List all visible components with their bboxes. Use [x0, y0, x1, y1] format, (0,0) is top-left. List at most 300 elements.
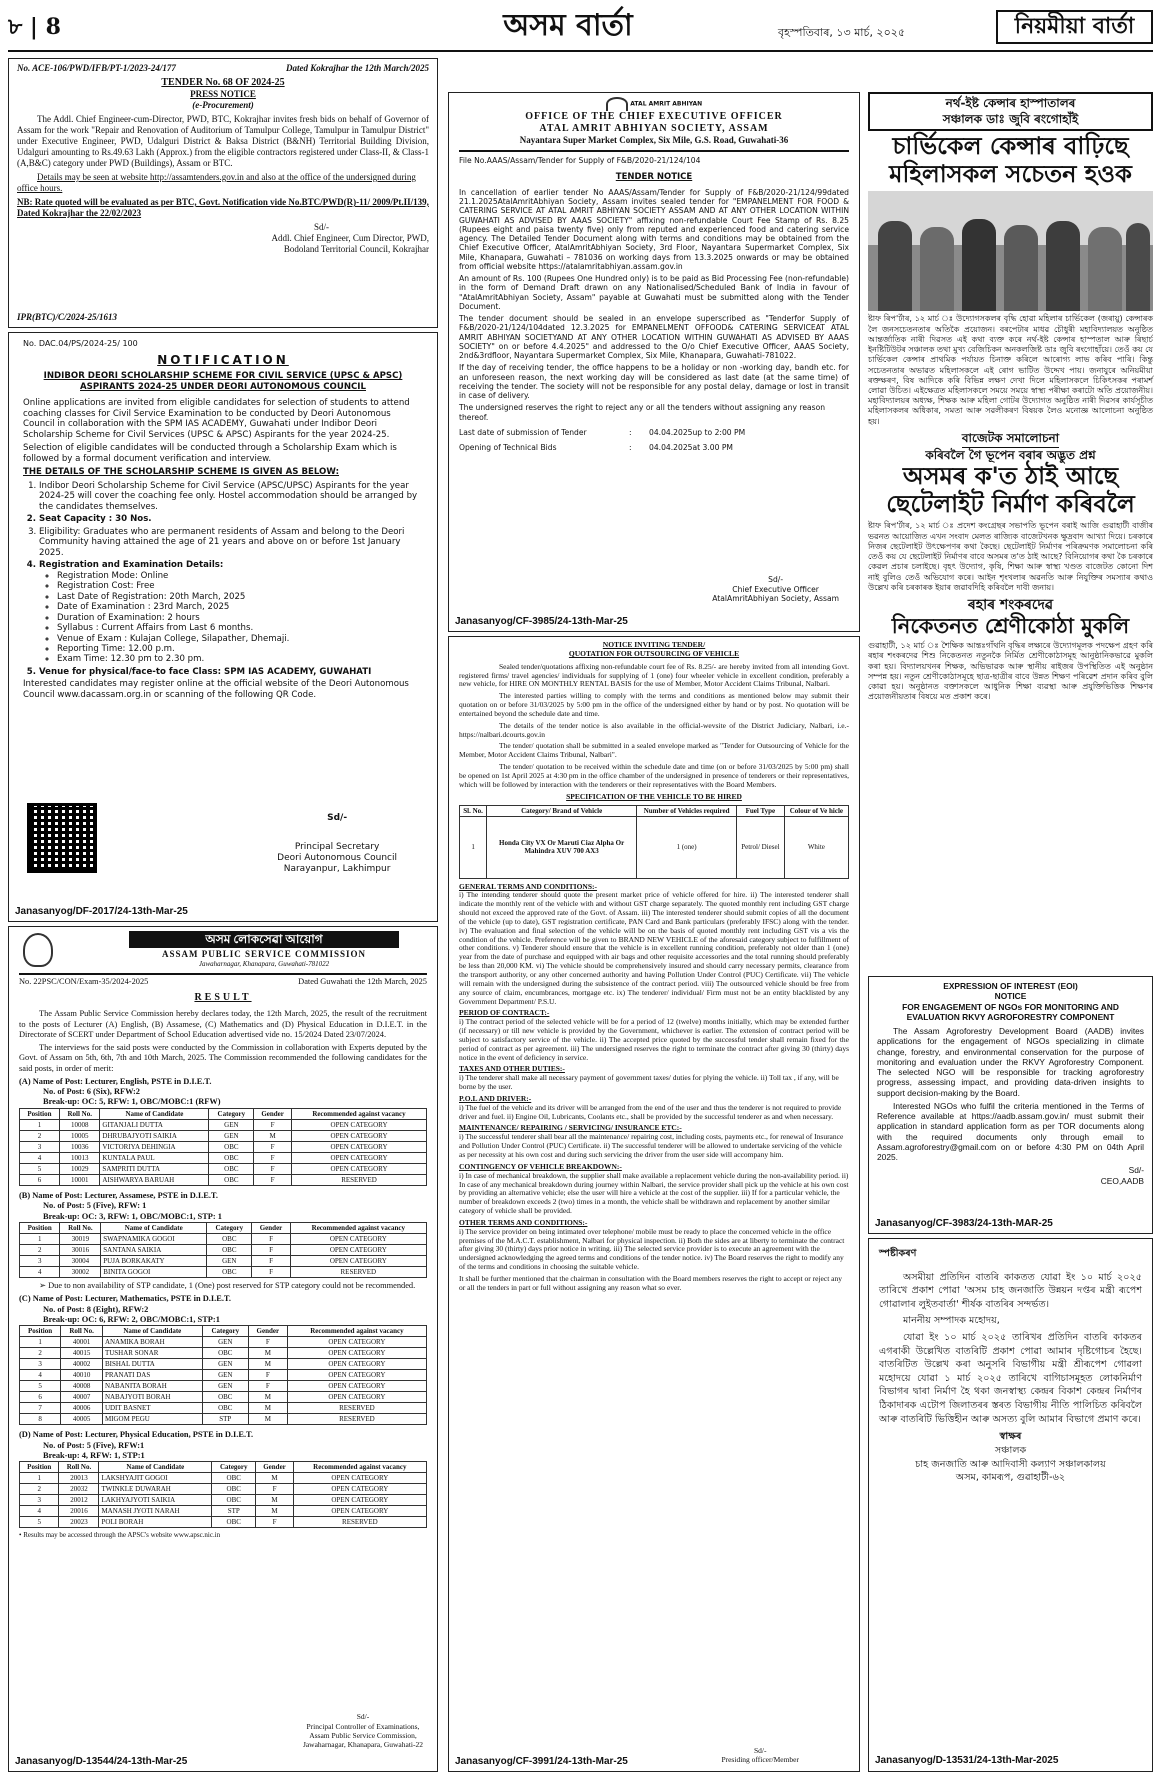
- apsc-header: [19, 931, 427, 971]
- table-cell: OBC: [207, 1233, 252, 1244]
- aaas-title: TENDER NOTICE: [615, 171, 693, 182]
- table-cell: 40002: [61, 1359, 103, 1370]
- table-cell: M: [248, 1348, 287, 1359]
- deori-p3: Interested candidates may register online at the official website of the Deori Autonomous Council www.dacassam.org.in or scanning of the following QR Code.: [23, 679, 409, 700]
- aaas-d1-value: 04.04.2025up to 2:00 PM: [649, 427, 746, 437]
- table-row: [20, 1130, 427, 1141]
- table-cell: OPEN CATEGORY: [287, 1381, 426, 1392]
- aaas-d2-label: Opening of Technical Bids: [459, 443, 557, 453]
- clar-sign2: সঞ্চালক: [994, 1444, 1027, 1456]
- table-row: [20, 1370, 427, 1381]
- apsc-signature: [303, 1712, 423, 1749]
- vehicle-p2: The interested parties willing to comply with the terms and conditions as mentioned below may submit their quotation on or before 31/03/2025 by 5:00 pm in the office of the undersigned either by hand or by post. No quotation will be entertained beyond the schedule date and time.: [459, 691, 849, 718]
- sec-a-posts: No. of Post: 6 (Six), RFW:2: [43, 1087, 140, 1097]
- table-cell: 30019: [60, 1233, 101, 1244]
- vehicle-cont-head: CONTINGENCY OF VEHICLE BREAKDOWN:-: [459, 1161, 622, 1171]
- vehicle-cont: i) In case of mechanical breakdown, the supplier shall make available a replacement vehicle during the non-availability period. ii) In case of any mechanical breakdown during journey within Nalbari, the service provider shall pick up the vehicle at his own cost by providing an alternative vehicle; else the user will hire a vehicle at the cost of the supplier. iii) If for a particular vehicle, the number of breakdown exceeds 2 (two) times in a month, the vehicle shall be withdrawn and replacement by another similar category of vehicle shall be provided.: [459, 1170, 849, 1216]
- page-number: ৮ | 8: [8, 14, 61, 40]
- vehicle-fuel-head: P.O.L AND DRIVER:-: [459, 1093, 532, 1103]
- table-cell: M: [256, 1473, 293, 1484]
- table-cell: F: [252, 1244, 290, 1255]
- tender-sign1: Addl. Chief Engineer, Cum Director, PWD,: [271, 232, 429, 243]
- clar-sign3: চাহ জনজাতি আৰু আদিবাসী কল্যাণ সঞ্চালকালয়: [915, 1458, 1106, 1470]
- aaas-p4: If the day of receiving tender, the office happens to be a holiday or non -working day, bandh etc. for an unforeseen reason, the next working day will be considered as last date (at the same time) of receiving the tender. The society will not be responsible for any postal delay, damage or lost in transit in case of delivery.: [459, 363, 849, 401]
- vehicle-sign: Presiding officer/Member: [721, 1755, 799, 1765]
- deori-sublist: [57, 571, 423, 665]
- aaas-h3: Nayantara Super Market Complex, Six Mile, G.S. Road, Guwahati-36: [519, 135, 789, 146]
- deori-subitem: ◦ Date of Examination : 23rd March, 2025: [57, 602, 423, 612]
- table-header: Gender: [252, 1222, 290, 1233]
- table-cell: F: [254, 1163, 292, 1174]
- table-cell: OPEN CATEGORY: [287, 1359, 426, 1370]
- table-cell: OPEN CATEGORY: [292, 1141, 427, 1152]
- deori-subitem: ◦ Duration of Examination: 2 hours: [57, 613, 423, 623]
- table-row: [20, 1255, 427, 1266]
- aaas-tender-notice: [448, 92, 860, 632]
- deori-sign3: Narayanpur, Lakhimpur: [283, 863, 391, 874]
- tender-details: Details may be seen at website http://assamtenders.gov.in and also at the office of the undersigned during office hours.: [17, 171, 416, 193]
- table-cell: F: [248, 1381, 287, 1392]
- table-cell: M: [254, 1130, 292, 1141]
- table-cell: 40001: [61, 1337, 103, 1348]
- apsc-sd: Sd/-: [356, 1712, 370, 1722]
- table-cell: 6: [20, 1174, 60, 1185]
- tender-ref: No. ACE-106/PWD/IFB/PT-1/2023-24/177: [17, 63, 176, 73]
- table-cell: LAKSHYAJIT GOGOI: [99, 1473, 212, 1484]
- table-header: Recommended against vacancy: [290, 1222, 426, 1233]
- table-cell: RESERVED: [293, 1517, 426, 1528]
- clar-p1: অসমীয়া প্ৰতিদিন বাতৰি কাকতত যোৱা ইং ১০ মাৰ্চ ২০২৫ তাৰিখে প্ৰকাশ পোৱা 'অসম চাহ জনজাতি উন্নয়ন দপ্তৰ মন্ত্ৰী ৰূপেশ গোৱালাৰ লুইতবাৰ্তা' শীৰ্ষক বাতৰিৰ সন্দৰ্ভত।: [879, 1271, 1142, 1310]
- sec-b-break: Break-up: OC: 3, RFW: 1, OBC/MOBC:1, STP: 1: [43, 1211, 222, 1221]
- deori-item: 1. Indibor Deori Scholarship Scheme for Civil Service (APSC/UPSC) Aspirants for the year 2024-25 will cover the coaching fee only. Hostel accommodation should be arranged by the candidates themselves.: [39, 481, 423, 512]
- vehicle-period-head: PERIOD OF CONTRACT:-: [459, 1008, 550, 1018]
- apsc-result: [8, 926, 438, 1772]
- vehicle-spec-table: [459, 805, 849, 879]
- apsc-note2-text: Results may be accessed through the APSC's website www.apsc.nic.in: [23, 1531, 221, 1540]
- table-header: Category/ Brand of Vehicle: [487, 805, 637, 816]
- table-cell: AISHWARYA BARUAH: [100, 1174, 209, 1185]
- table-cell: Petrol/ Diesel: [737, 816, 785, 878]
- table-cell: F: [248, 1337, 287, 1348]
- clar-sign1: স্বাক্ষৰ: [999, 1431, 1022, 1443]
- news2-kicker2: কৰিবলৈ গৈ ভূপেন বৰাৰ অদ্ভুত প্ৰশ্ন: [925, 447, 1096, 462]
- table-row: [20, 1163, 427, 1174]
- deori-sub2: ASPIRANTS 2024-25 UNDER DEORI AUTONOMOUS COUNCIL: [80, 381, 366, 392]
- vehicle-gen-head: GENERAL TERMS AND CONDITIONS:-: [459, 881, 598, 891]
- deori-footer: Janasanyog/DF-2017/24-13th-Mar-25: [15, 905, 188, 917]
- table-cell: OPEN CATEGORY: [290, 1255, 426, 1266]
- table-row: [20, 1381, 427, 1392]
- table-cell: 10029: [59, 1163, 99, 1174]
- table-cell: 1: [460, 816, 487, 878]
- eoi-h2: NOTICE: [994, 991, 1027, 1002]
- table-cell: OPEN CATEGORY: [292, 1119, 427, 1130]
- apsc-p1: The Assam Public Service Commission hereby declares today, the 12th March, 2025, the result of the recruitment to the posts of Lecturer (A) English, (B) Assamese, (C) Mathematics and (D) Physical Education in D.I.E.T. in the Directorate of SCERT under Department of School Education advertised vide no. 15/2024 Dated 23/07/2024.: [19, 1009, 427, 1039]
- table-cell: OBC: [212, 1495, 256, 1506]
- table-header: Name of Candidate: [99, 1462, 212, 1473]
- sec-c-title: (C) Name of Post: Lecturer, Mathematics, PSTE in D.I.E.T.: [19, 1294, 231, 1304]
- news1-kicker: [868, 92, 1153, 131]
- table-cell: 2: [20, 1484, 59, 1495]
- vehicle-maint: i) The successful tenderer shall bear all the maintenance/ repairing cost, including costs, payments etc., for renewal of Insurance and Pollution Under Control (PUC) Certificate. ii) The successful tenderer will be allowed to undertake servicing of the vehicle as per necessity at his own cost and during such servicing the driver from the user side will accompany him.: [459, 1132, 844, 1160]
- deori-sign2: Deori Autonomous Council: [277, 852, 397, 863]
- news1-headline[interactable]: [868, 133, 1153, 188]
- result-table-mathematics: [19, 1325, 427, 1425]
- eoi-notice: [868, 976, 1153, 1234]
- eoi-footer: Janasanyog/CF-3983/24-13th-MAR-25: [875, 1217, 1053, 1229]
- clar-title: স্পষ্টীকৰণ: [879, 1248, 917, 1259]
- table-cell: OBC: [212, 1484, 256, 1495]
- news1-kicker2: সঞ্চালক ডাঃ জুবি ৰংগোহাঁই: [942, 111, 1079, 126]
- table-header: Sl. No.: [460, 805, 487, 816]
- table-cell: OBC: [202, 1403, 248, 1414]
- table-cell: F: [248, 1370, 287, 1381]
- deori-subitem: ◦ Last Date of Registration: 20th March, 2025: [57, 592, 423, 602]
- aaas-p5: The undersigned reserves the right to reject any or all the tenders without assigning any reason thereof.: [459, 403, 826, 422]
- vehicle-p1: Sealed tender/quotations affixing non-refundable court fee of Rs. 8.25/- are hereby invited from all intending Govt. registered firms/ travel agencies/ individuals for supplying of 1 (one) four wheeler vehicle in excellent condition, preferably a new vehicle, for HIRE ON MONTHLY RENTAL BASIS for the use of Member, Motor Accident Claims Tribunal, Nalbari.: [459, 661, 849, 689]
- table-cell: F: [254, 1141, 292, 1152]
- deori-p2: Selection of eligible candidates will be conducted through a Scholarship Exam which is followed by a formal document verification and interview.: [23, 443, 397, 464]
- table-row: [20, 1392, 427, 1403]
- table-cell: LAKHYAJYOTI SAIKIA: [99, 1495, 212, 1506]
- table-row: [20, 1174, 427, 1185]
- table-cell: 2: [20, 1130, 60, 1141]
- news2-headline[interactable]: [868, 463, 1153, 518]
- vehicle-fuel: i) The fuel of the vehicle and its driver will be arranged from the end of the user and thus the tenderer is not required to provide driver and fuel. ii) Engine Oil, Lubricants, Coolants etc., shall be provided by the successful tenderer as and when necessary.: [459, 1102, 842, 1121]
- table-cell: BINITA GOGOI: [101, 1266, 207, 1277]
- clar-p2: মাননীয় সম্পাদক মহোদয়,: [903, 1315, 1000, 1327]
- table-cell: 10008: [59, 1119, 99, 1130]
- news2-head2: ছেটেলাইট নিৰ্মাণ কৰিবলৈ: [886, 489, 1135, 518]
- table-header: Category: [209, 1108, 254, 1119]
- emblem-icon: [23, 933, 53, 967]
- table-header: Category: [202, 1326, 248, 1337]
- table-cell: GEN: [202, 1370, 248, 1381]
- table-cell: TUSHAR SONAR: [102, 1348, 202, 1359]
- tender-title: TENDER No. 68 OF 2024-25: [161, 76, 285, 88]
- table-header: Colour of Ve hicle: [784, 805, 848, 816]
- table-cell: F: [254, 1152, 292, 1163]
- table-cell: PRANATI DAS: [102, 1370, 202, 1381]
- table-header: Position: [20, 1222, 60, 1233]
- table-cell: NABANITA BORAH: [102, 1381, 202, 1392]
- news2-kicker: [868, 431, 1153, 463]
- table-cell: M: [256, 1506, 293, 1517]
- table-row: [20, 1348, 427, 1359]
- vehicle-p5: The tender/ quotation to be received within the schedule date and time (on or before 31/03/2025 by 5:00 pm) shall be opened on 1st April 2025 at 4:30 pm in the office chamber of the undersigned in presence of tenderers or their representatives, which will be followed by interaction with the tenderers or their representatives with the Board Members.: [459, 762, 849, 789]
- apsc-title: RESULT: [194, 992, 252, 1004]
- deori-sub1: INDIBOR DEORI SCHOLARSHIP SCHEME FOR CIVIL SERVICE (UPSC & APSC): [43, 371, 403, 382]
- table-header: Roll No.: [59, 1462, 99, 1473]
- qr-code-icon[interactable]: [27, 803, 97, 873]
- table-cell: OPEN CATEGORY: [287, 1370, 426, 1381]
- table-cell: OPEN CATEGORY: [287, 1392, 426, 1403]
- deori-notification: [8, 332, 438, 922]
- table-header: Recommended against vacancy: [293, 1462, 426, 1473]
- aaas-h2: ATAL AMRIT ABHIYAN SOCIETY, ASSAM: [539, 123, 769, 135]
- sec-c-break: Break-up: OC: 6, RFW: 2, OBC/MOBC:1, STP:1: [43, 1314, 220, 1324]
- table-cell: M: [248, 1392, 287, 1403]
- table-cell: 4: [20, 1506, 59, 1517]
- table-cell: 7: [20, 1403, 61, 1414]
- table-cell: OPEN CATEGORY: [290, 1233, 426, 1244]
- sec-b-title: (B) Name of Post: Lecturer, Assamese, PSTE in D.I.E.T.: [19, 1191, 218, 1201]
- table-cell: OPEN CATEGORY: [287, 1348, 426, 1359]
- table-header: Gender: [254, 1108, 292, 1119]
- table-cell: RESERVED: [290, 1266, 426, 1277]
- table-header: Gender: [256, 1462, 293, 1473]
- table-row: [460, 816, 849, 878]
- table-cell: STP: [212, 1506, 256, 1517]
- result-table-physical-education: [19, 1461, 427, 1528]
- table-cell: 1: [20, 1119, 60, 1130]
- aaas-logo-icon: [606, 97, 628, 111]
- table-row: [20, 1337, 427, 1348]
- clar-signature: [879, 1430, 1142, 1484]
- table-cell: OBC: [209, 1174, 254, 1185]
- vehicle-other-head: OTHER TERMS AND CONDITIONS:-: [459, 1217, 588, 1227]
- table-header: Position: [20, 1108, 60, 1119]
- eoi-p1: The Assam Agroforestry Development Board (AADB) invites applications for the engagement of NGOs specializing in climate change, forestry, and environmental conservation for the purpose of monitoring and evaluation under the RKVY Agroforestry Component. The selected NGO will be responsible for tracking agroforestry progress, assessing impact, and providing data-driven insights to support decision-making by the Board.: [877, 1026, 1144, 1098]
- news3-body: গুৱাহাটী, ১২ মাৰ্চ ঃ শৈক্ষিক আন্তঃগাঁথনি বৃদ্ধিৰ লক্ষ্যৰে উদ্যোগমূলক পদক্ষেপ গ্ৰহণ কৰি ৰহাৰ শংকৰদেৱ শিশু নিকেতনত নতুনকৈ নিৰ্মিত শ্ৰেণীকোঠাসমূহ আনুষ্ঠানিকভাৱে মুকলি কৰা হয়। বিদ্যালয়খনৰ শিক্ষক, অভিভাৱক আৰু স্থানীয় ৰাইজৰ উপস্থিতিত এই অনুষ্ঠান সম্পন্ন হয়। নতুন শ্ৰেণীকোঠাসমূহে ছাত্ৰ-ছাত্ৰীৰ বাবে উন্নত শিক্ষণ পৰিৱেশ প্ৰদান কৰিব বুলি কোৱা হয়। অনুষ্ঠানত বক্তাসকলে আধুনিক শিক্ষা ব্যৱস্থা আৰু প্ৰযুক্তিভিত্তিক শিক্ষণৰ প্ৰয়োজনীয়তাৰ বিষয়ে মত প্ৰকাশ কৰে।: [868, 641, 1153, 702]
- table-cell: RESERVED: [287, 1414, 426, 1425]
- table-header: Category: [212, 1462, 256, 1473]
- table-cell: OBC: [212, 1473, 256, 1484]
- table-cell: F: [252, 1266, 290, 1277]
- table-cell: M: [256, 1495, 293, 1506]
- table-header: Roll No.: [61, 1326, 103, 1337]
- tender-sd: Sd/-: [313, 221, 329, 232]
- table-cell: F: [254, 1174, 292, 1185]
- aaas-date-row: Last date of submission of Tender : 04.04.2025up to 2:00 PM: [459, 427, 746, 437]
- table-cell: 2: [20, 1348, 61, 1359]
- table-cell: 10001: [59, 1174, 99, 1185]
- table-cell: GEN: [202, 1381, 248, 1392]
- tender-sub: PRESS NOTICE: [190, 89, 256, 100]
- table-header: Number of Vehicles required: [637, 805, 737, 816]
- vehicle-gen: i) The intending tenderer should quote the present market price of vehicle offered for hire. ii) The interested tenderer shall indicate the monthly rent of the vehicle with and without GST charge separately. The quoted monthly rent including GST charge should not exceed the approved rate of the Govt. of Assam. iii) The interested tenderer should submit copies of all the document of the vehicle (up to date), GST registration certificate, PAN Card and Bank particulars (preferably IFSC) along with the tender. iv) The evaluation and final selection of the vehicle will be on the basis of quoted monthly rent including GST vis a vis the condition of the vehicle. Preference will be given to BRAND NEW VEHICLE of the aforesaid category subject to fulfillment of other conditions. v) Tenderer should ensure that the vehicle is in excellent running condition, preferably not older than 1 (one) year from the date of purchase and equipped with air bags and other requisite accessories and the total running should preferably be less than 20,000 KM. vi) The vehicle should be comprehensively insured and should carry necessary permits, clearance from the transport authority, or any other concerned authority and having Pollution Under Control (PUC) Certificate. vii) The vehicle will remain with the undersigned during the subsistence of the contract period. viii) The outsourced vehicle should be free from any source of claim, encumbrances, mortgage etc. ix) The tenderer/ individual/ Firm must not be an entity blacklisted by any Government Department/ P.S.U.: [459, 890, 849, 1006]
- table-cell: OPEN CATEGORY: [290, 1244, 426, 1255]
- news2-body: ষ্টাফ ৰিপ'ৰ্টাৰ, ১২ মাৰ্চ ঃ প্ৰদেশ কংগ্ৰেছৰ সভাপতি ভূপেন বৰাই আজি গুৱাহাটী বাজীৰ ভৱনত আয়োজিত এখন সংবাদ মেলত ৰাজ্যিক বাজেটখনক ক্ষুদ্ৰবাদ আখ্যা দিয়ে। চৰকাৰে নিজৰ ছেটেলাইট উৎক্ষেপণৰ কথা কৈছে। ছেটেলাইট নিৰ্মাণৰ পৰিক্ৰমণক সমালোচনা কৰি তেওঁ কয় যে ছেটেলাইট নিৰ্মাণৰ বাবে অসমৰ ত'ত ঠাই আছে? বিনিয়োগৰ কথা কৈ চৰকাৰে কেৱল প্ৰচাৰ চলাইছে। বৃহৎ উদ্যোগ, কৃষি, শিক্ষা আৰু স্বাস্থ্য খণ্ডত বাজেটত কোনো দিশ নাই বুলিও তেওঁ অভিযোগ কৰে। আইন শৃংখলাৰ অৱনতি আৰু নিযুক্তিৰ সমস্যাৰ কথাও উল্লেখ কৰি চৰকাৰক ইয়াৰ জৱাবদিহি কৰিবলৈ দাবী জনায়।: [868, 521, 1153, 592]
- deori-title: NOTIFICATION: [157, 352, 289, 367]
- apsc-note2: • Results may be accessed through the APSC's website www.apsc.nic.in: [19, 1531, 221, 1540]
- table-cell: KUNTALA PAUL: [100, 1152, 209, 1163]
- table-row: [20, 1517, 427, 1528]
- table-row: [20, 1403, 427, 1414]
- table-cell: 40008: [61, 1381, 103, 1392]
- table-row: [20, 1119, 427, 1130]
- deori-item: [39, 560, 423, 665]
- table-row: [20, 1244, 427, 1255]
- vehicle-period: i) The contract period of the selected vehicle will be for a period of 12 (twelve) months initially, which may be extended further (if necessary) or till new vehicle is provided by the Government, whichever is earlier. The extension of contract period will be subject to satisfactory service of the vehicle. ii) The accepted price quoted by the successful tender shall remain fixed for the period of contract as per agreement. iii) The undersigned reserves the right to terminate the contract after giving 30 (thirty) days notice in the event of deficiency in service.: [459, 1017, 849, 1062]
- section-title: অসম বাৰ্তা: [503, 8, 633, 43]
- sec-c-posts: No. of Post: 8 (Eight), RFW:2: [43, 1304, 149, 1314]
- table-cell: OBC: [209, 1141, 254, 1152]
- tender-nb: NB: Rate quoted will be evaluated as per BTC, Govt. Notification vide No.BTC/PWD(R)-11/ 2009/Pt.II/139, Dated Kokrajhar the 22/02/2023: [17, 196, 429, 218]
- table-cell: NABAJYOTI BORAH: [102, 1392, 202, 1403]
- table-header-row: [20, 1222, 427, 1233]
- vehicle-h1: NOTICE INVITING TENDER/: [602, 640, 706, 649]
- table-cell: 3: [20, 1141, 60, 1152]
- deori-subitem: ◦ Venue of Exam : Kulajan College, Silapather, Dhemaji.: [57, 634, 423, 644]
- deori-head: THE DETAILS OF THE SCHOLARSHIP SCHEME IS GIVEN AS BELOW:: [23, 467, 339, 478]
- table-cell: OBC: [209, 1163, 254, 1174]
- table-cell: 1: [20, 1337, 61, 1348]
- table-row: [20, 1152, 427, 1163]
- aaas-footer: Janasanyog/CF-3985/24-13th-Mar-25: [455, 615, 628, 627]
- table-row: [20, 1495, 427, 1506]
- table-cell: 1: [20, 1473, 59, 1484]
- table-cell: F: [256, 1517, 293, 1528]
- table-cell: 3: [20, 1255, 60, 1266]
- aaas-ref: File No.AAAS/Assam/Tender for Supply of F&B/2020-21/124/104: [459, 156, 701, 166]
- sec-b-posts: No. of Post: 5 (Five), RFW: 1: [43, 1201, 147, 1211]
- eoi-h1: EXPRESSION OF INTEREST (EOI): [943, 981, 1078, 991]
- table-cell: DHRUBAJYOTI SAIKIA: [100, 1130, 209, 1141]
- table-cell: OBC: [209, 1152, 254, 1163]
- table-cell: ANAMIKA BORAH: [102, 1337, 202, 1348]
- table-cell: OPEN CATEGORY: [292, 1163, 427, 1174]
- tender-date: Dated Kokrajhar the 12th March/2025: [285, 63, 429, 73]
- table-cell: 30002: [60, 1266, 101, 1277]
- apsc-sign2: Assam Public Service Commission,: [309, 1730, 417, 1740]
- news2-kicker1: বাজেটক সমালোচনা: [962, 431, 1059, 448]
- news1-kicker1: নৰ্থ-ইষ্ট কেন্সাৰ হাস্পাতালৰ: [945, 96, 1076, 110]
- table-cell: OPEN CATEGORY: [287, 1337, 426, 1348]
- table-cell: SANTANA SAIKIA: [101, 1244, 207, 1255]
- vehicle-p4: The tender/ quotation shall be submitted in a sealed envelope marked as "Tender for Outsourcing of Vehicle for the Member, Motor Accident Claims Tribunal, Nalbari".: [459, 741, 849, 760]
- table-cell: F: [252, 1255, 290, 1266]
- table-cell: 5: [20, 1381, 61, 1392]
- apsc-date: Dated Guwahati the 12th March, 2025: [298, 977, 427, 986]
- table-cell: GEN: [209, 1119, 254, 1130]
- deori-item: 5. Venue for physical/face-to face Class: SPM IAS ACADEMY, GUWAHATI: [39, 667, 423, 677]
- table-header-row: [20, 1326, 427, 1337]
- table-header: Recommended against vacancy: [292, 1108, 427, 1119]
- table-cell: OBC: [207, 1244, 252, 1255]
- sec-b-note-text: Due to non availability of STP candidate, 1 (One) post reserved for STP category could not be recommended.: [48, 1281, 416, 1290]
- vehicle-sd: Sd/-: [753, 1746, 767, 1756]
- aaas-d2-value: 04.04.2025at 3.00 PM: [649, 443, 733, 453]
- table-cell: 4: [20, 1370, 61, 1381]
- table-row: [20, 1473, 427, 1484]
- eoi-sign: CEO,AADB: [1100, 1175, 1144, 1186]
- news1-body: ষ্টাফ ৰিপ'ৰ্টাৰ, ১২ মাৰ্চ ঃ উদ্যোগসকলৰ বৃদ্ধি হোৱা মহিলাৰ চাৰ্ভিকেল (জৰায়ু) কেন্সাৰক লৈ জনসচেতনতাৰ অতিকৈ প্ৰয়োজন। বৰপেটাৰ মাধৱ চৌধুৰী মহাবিদ্যালয়ত অনুষ্ঠিত আন্তৰ্জাতিক নাৰী দিৱসত এই কথা ব্যক্ত কৰে নৰ্থ-ইষ্ট কেন্সাৰ হাস্পতাল আৰু ৰিছাৰ্চ ইনষ্টিটিউটৰ সঞ্চালক তথা মুখ্য বেজিচিকন অনকলজিষ্ট ডাঃ জুবি ৰংগোহাঁয়ে। তেওঁ কয় যে চাৰ্ভিকেল কেন্সাৰ প্ৰাথমিক পৰ্যায়ত চিনাক্ত কৰিলে আৰোগ্য লাভ কৰিব পাৰি। কিন্তু সচেতনতাৰ অভাৱত মহিলাসকলে এই ৰোগ ভাটিত উদ্দেখ পায়। জনাযুৰে অনিয়মীয়া ৰক্তক্ষৰণ, বিষ আদিকে কৰি বিভিন্ন লক্ষণ দেখা দিলে মহিলাসকলে চিকিৎসকৰ পৰামৰ্শ লোৱা উচিত। এইক্ষেত্ৰত মহিলাসকলে সময়ে সময়ে স্বাস্থ্য পৰীক্ষা কৰাটো অতি প্ৰয়োজনীয়। মহাবিদ্যালয়ৰ অধ্যক্ষ, শিক্ষক আৰু মহিলা গোটৰ উদ্যোগত অনুষ্ঠিত নাৰী দিৱসৰ কাৰ্যসূচীত মহিলাসকলৰ অধিকাৰ, সমতা আৰু সৱলীকৰণ বিষয়ক লৈও মনোজ্ঞ আলোচনা অনুষ্ঠিত হয়।: [868, 314, 1153, 426]
- clar-p3: যোৱা ইং ১০ মাৰ্চ ২০২৫ তাৰিখৰ প্ৰতিদিন বাতৰি কাকতৰ এগৰাকী উল্লেখিত বাতৰিটি প্ৰকাশ পোৱা আমাৰ দৃষ্টিগোচৰ হৈছে। বাতৰিটিত উল্লেখ কৰা অনুসৰি বিভাগীয় মন্ত্ৰী শ্ৰীৰূপেশ গোৱলা মহোদয়ে যোৱা ১ মাৰ্চ ২০২৫ তাৰিখে বাগিচাসমূহত লোকনিৰ্মাণ বিভাগৰ দ্বাৰা নিৰ্মাণ হৈ থকা জনস্বাস্থ্য কেন্দ্ৰৰ বিকাশ কেন্দ্ৰৰ নিৰ্মাণৰ ঠিকাদাৰক এটোপ জিলাতৰৰ স্তৰত বিভাগীয় নীতি পালিচিত কৰিবলৈ আৰু বাতৰিটি ভিত্তিহীন আৰু অসত্য বুলি আমাৰ বিভাগে প্ৰমাণ কৰে।: [879, 1332, 1142, 1425]
- table-cell: GEN: [202, 1337, 248, 1348]
- news3-headline[interactable]: নিকেতনত শ্ৰেণীকোঠা মুকলি: [891, 614, 1130, 639]
- table-row: [20, 1141, 427, 1152]
- aaas-sd: Sd/-: [768, 575, 784, 585]
- apsc-p2: The interviews for the said posts were conducted by the Commission in collaboration with Experts deputed by the Govt. of Assam on 5th, 6th, 7th and 10th March, 2025. The Commission recommended the following candidates for the said posts, in order of merit:: [19, 1043, 427, 1073]
- aaas-p1: In cancellation of earlier tender No AAAS/Assam/Tender for Supply of F&B/2020-21/124/99dated 21.1.2025AtalAmritAbhiyan Society, Assam invites sealed tender for "EMPANELMENT FOR FOOD & CATERING SERVICE AT ATAL AMRIT ABHIYAN SOCIETY ASSAM AND AT ANY OTHER LOCATION WITHIN GUWAHATI AS ADVISED BY AAAS SOCIETY" affixing non-refundable Court Fee Stamp of Rs. 8.25 (Rupees eight and paisa twenty five) only from reputed and experienced food and catering service agency. The Detailed Tender Document along with terms and conditions may be obtained from the Chief Executive Officer, AtalAmritAbhiyan Society, 3rd Floor, Nayantara Supermarket Complex, Six Mile, Khanapara, Guwahati – 781036 on working days from 13.3.2025 onwards or may be obtained from official website https://atalamritabhiyan.assam.gov.in: [459, 187, 849, 271]
- table-cell: 10036: [59, 1141, 99, 1152]
- news1-photo[interactable]: [868, 191, 1153, 311]
- news1-head2: মহিলাসকল সচেতন হওক: [889, 159, 1132, 188]
- table-cell: UDIT BASNET: [102, 1403, 202, 1414]
- deori-signature: [277, 813, 397, 875]
- table-header: Position: [20, 1326, 61, 1337]
- table-cell: F: [252, 1233, 290, 1244]
- deori-p1: Online applications are invited from eligible candidates for selection of students to attend coaching classes for Civil Service Examination to be conducted by Deori Autonomous Council in collaboration with the SPM IAS ACADEMY, Guwahati under Indibor Deori Scholarship Scheme for Civil Services (UPSC & APSC) Aspirants for the year 2024-25.: [23, 398, 410, 440]
- deori-item: 3. Eligibility: Graduates who are permanent residents of Assam and belong to the Deori Community having attained the age of 21 years and above on or before 1st January 2025.: [39, 527, 423, 558]
- aaas-sign1: Chief Executive Officer: [732, 584, 819, 594]
- table-cell: 3: [20, 1495, 59, 1506]
- table-cell: MIGOM PEGU: [102, 1414, 202, 1425]
- table-cell: OPEN CATEGORY: [293, 1506, 426, 1517]
- table-cell: OBC: [202, 1392, 248, 1403]
- table-cell: BISHAL DUTTA: [102, 1359, 202, 1370]
- eoi-p2: Interested NGOs who fulfil the criteria mentioned in the Terms of Reference available at https://aadb.assam.gov.in/ must submit their application in standard application form as per TOR documents along with the required documents only through email to Assam.agroforestry@gmail.com on or before 4:30 PM on 04th April 2025.: [877, 1100, 1144, 1162]
- table-cell: M: [248, 1359, 287, 1370]
- aaas-signature: [712, 575, 839, 603]
- table-cell: 30016: [60, 1244, 101, 1255]
- table-header: Fuel Type: [737, 805, 785, 816]
- clarification-notice: [868, 1238, 1153, 1772]
- table-cell: OPEN CATEGORY: [292, 1152, 427, 1163]
- table-row: [20, 1359, 427, 1370]
- table-cell: SWAPNAMIKA GOGOI: [101, 1233, 207, 1244]
- table-cell: OPEN CATEGORY: [293, 1495, 426, 1506]
- tender-sub2: (e-Procurement): [192, 100, 254, 111]
- table-cell: 5: [20, 1517, 59, 1528]
- tender-68-notice: [8, 58, 438, 328]
- clar-footer: Janasanyog/D-13531/24-13th-Mar-2025: [875, 1754, 1059, 1766]
- table-row: [20, 1484, 427, 1495]
- table-row: [20, 1233, 427, 1244]
- table-cell: PUJA BORKAKATY: [101, 1255, 207, 1266]
- table-header: Name of Candidate: [100, 1108, 209, 1119]
- brand-logo: নিয়মীয়া বাৰ্তা: [996, 10, 1153, 44]
- tender-sign2: Bodoland Territorial Council, Kokrajhar: [283, 243, 429, 254]
- table-row: [20, 1266, 427, 1277]
- table-cell: 40007: [61, 1392, 103, 1403]
- table-cell: M: [248, 1403, 287, 1414]
- vehicle-tax: i) The tenderer shall make all necessary payment of government taxes/ duties for plying the vehicle. ii) Toll tax , if any, will be borne by the user.: [459, 1073, 839, 1092]
- table-cell: F: [256, 1484, 293, 1495]
- deori-item: 2. Seat Capacity : 30 Nos.: [39, 514, 423, 524]
- issue-date: বৃহস্পতিবাৰ, ১৩ মাৰ্চ, ২০২৫: [778, 26, 906, 39]
- table-header: Name of Candidate: [102, 1326, 202, 1337]
- aaas-logo: [459, 97, 849, 111]
- table-header: Gender: [248, 1326, 287, 1337]
- table-cell: OBC: [202, 1348, 248, 1359]
- apsc-ref: No. 22PSC/CON/Exam-35/2024-2025: [19, 977, 149, 986]
- table-header: Roll No.: [59, 1108, 99, 1119]
- table-cell: POLI BORAH: [99, 1517, 212, 1528]
- apsc-sign3: Jawaharnagar, Khanapara, Guwahati-22: [302, 1739, 423, 1749]
- table-cell: 2: [20, 1244, 60, 1255]
- table-cell: OPEN CATEGORY: [292, 1130, 427, 1141]
- news1-head1: চাৰ্ভিকেল কেন্সাৰ বাঢ়িছে: [892, 132, 1129, 161]
- table-cell: RESERVED: [292, 1174, 427, 1185]
- table-header: Name of Candidate: [101, 1222, 207, 1233]
- masthead: [8, 6, 1153, 52]
- apsc-footer: Janasanyog/D-13544/24-13th-Mar-25: [15, 1755, 188, 1767]
- table-cell: 8: [20, 1414, 61, 1425]
- vehicle-tax-head: TAXES AND OTHER DUTIES:-: [459, 1064, 565, 1074]
- aaas-sign2: AtalAmritAbhiyan Society, Assam: [712, 593, 839, 603]
- table-cell: 20032: [59, 1484, 99, 1495]
- aaas-h1: OFFICE OF THE CHIEF EXECUTIVE OFFICER: [525, 111, 783, 122]
- vehicle-h2: QUOTATION FOR OUTSOURCING OF VEHICLE: [568, 648, 740, 658]
- deori-subitem: ◦ Registration Cost: Free: [57, 581, 423, 591]
- table-cell: White: [784, 816, 848, 878]
- news-column: [868, 92, 1153, 972]
- sec-d-posts: No. of Post: 5 (Five), RFW:1: [43, 1440, 145, 1450]
- table-cell: GEN: [207, 1255, 252, 1266]
- apsc-name: ASSAM PUBLIC SERVICE COMMISSION: [162, 949, 366, 959]
